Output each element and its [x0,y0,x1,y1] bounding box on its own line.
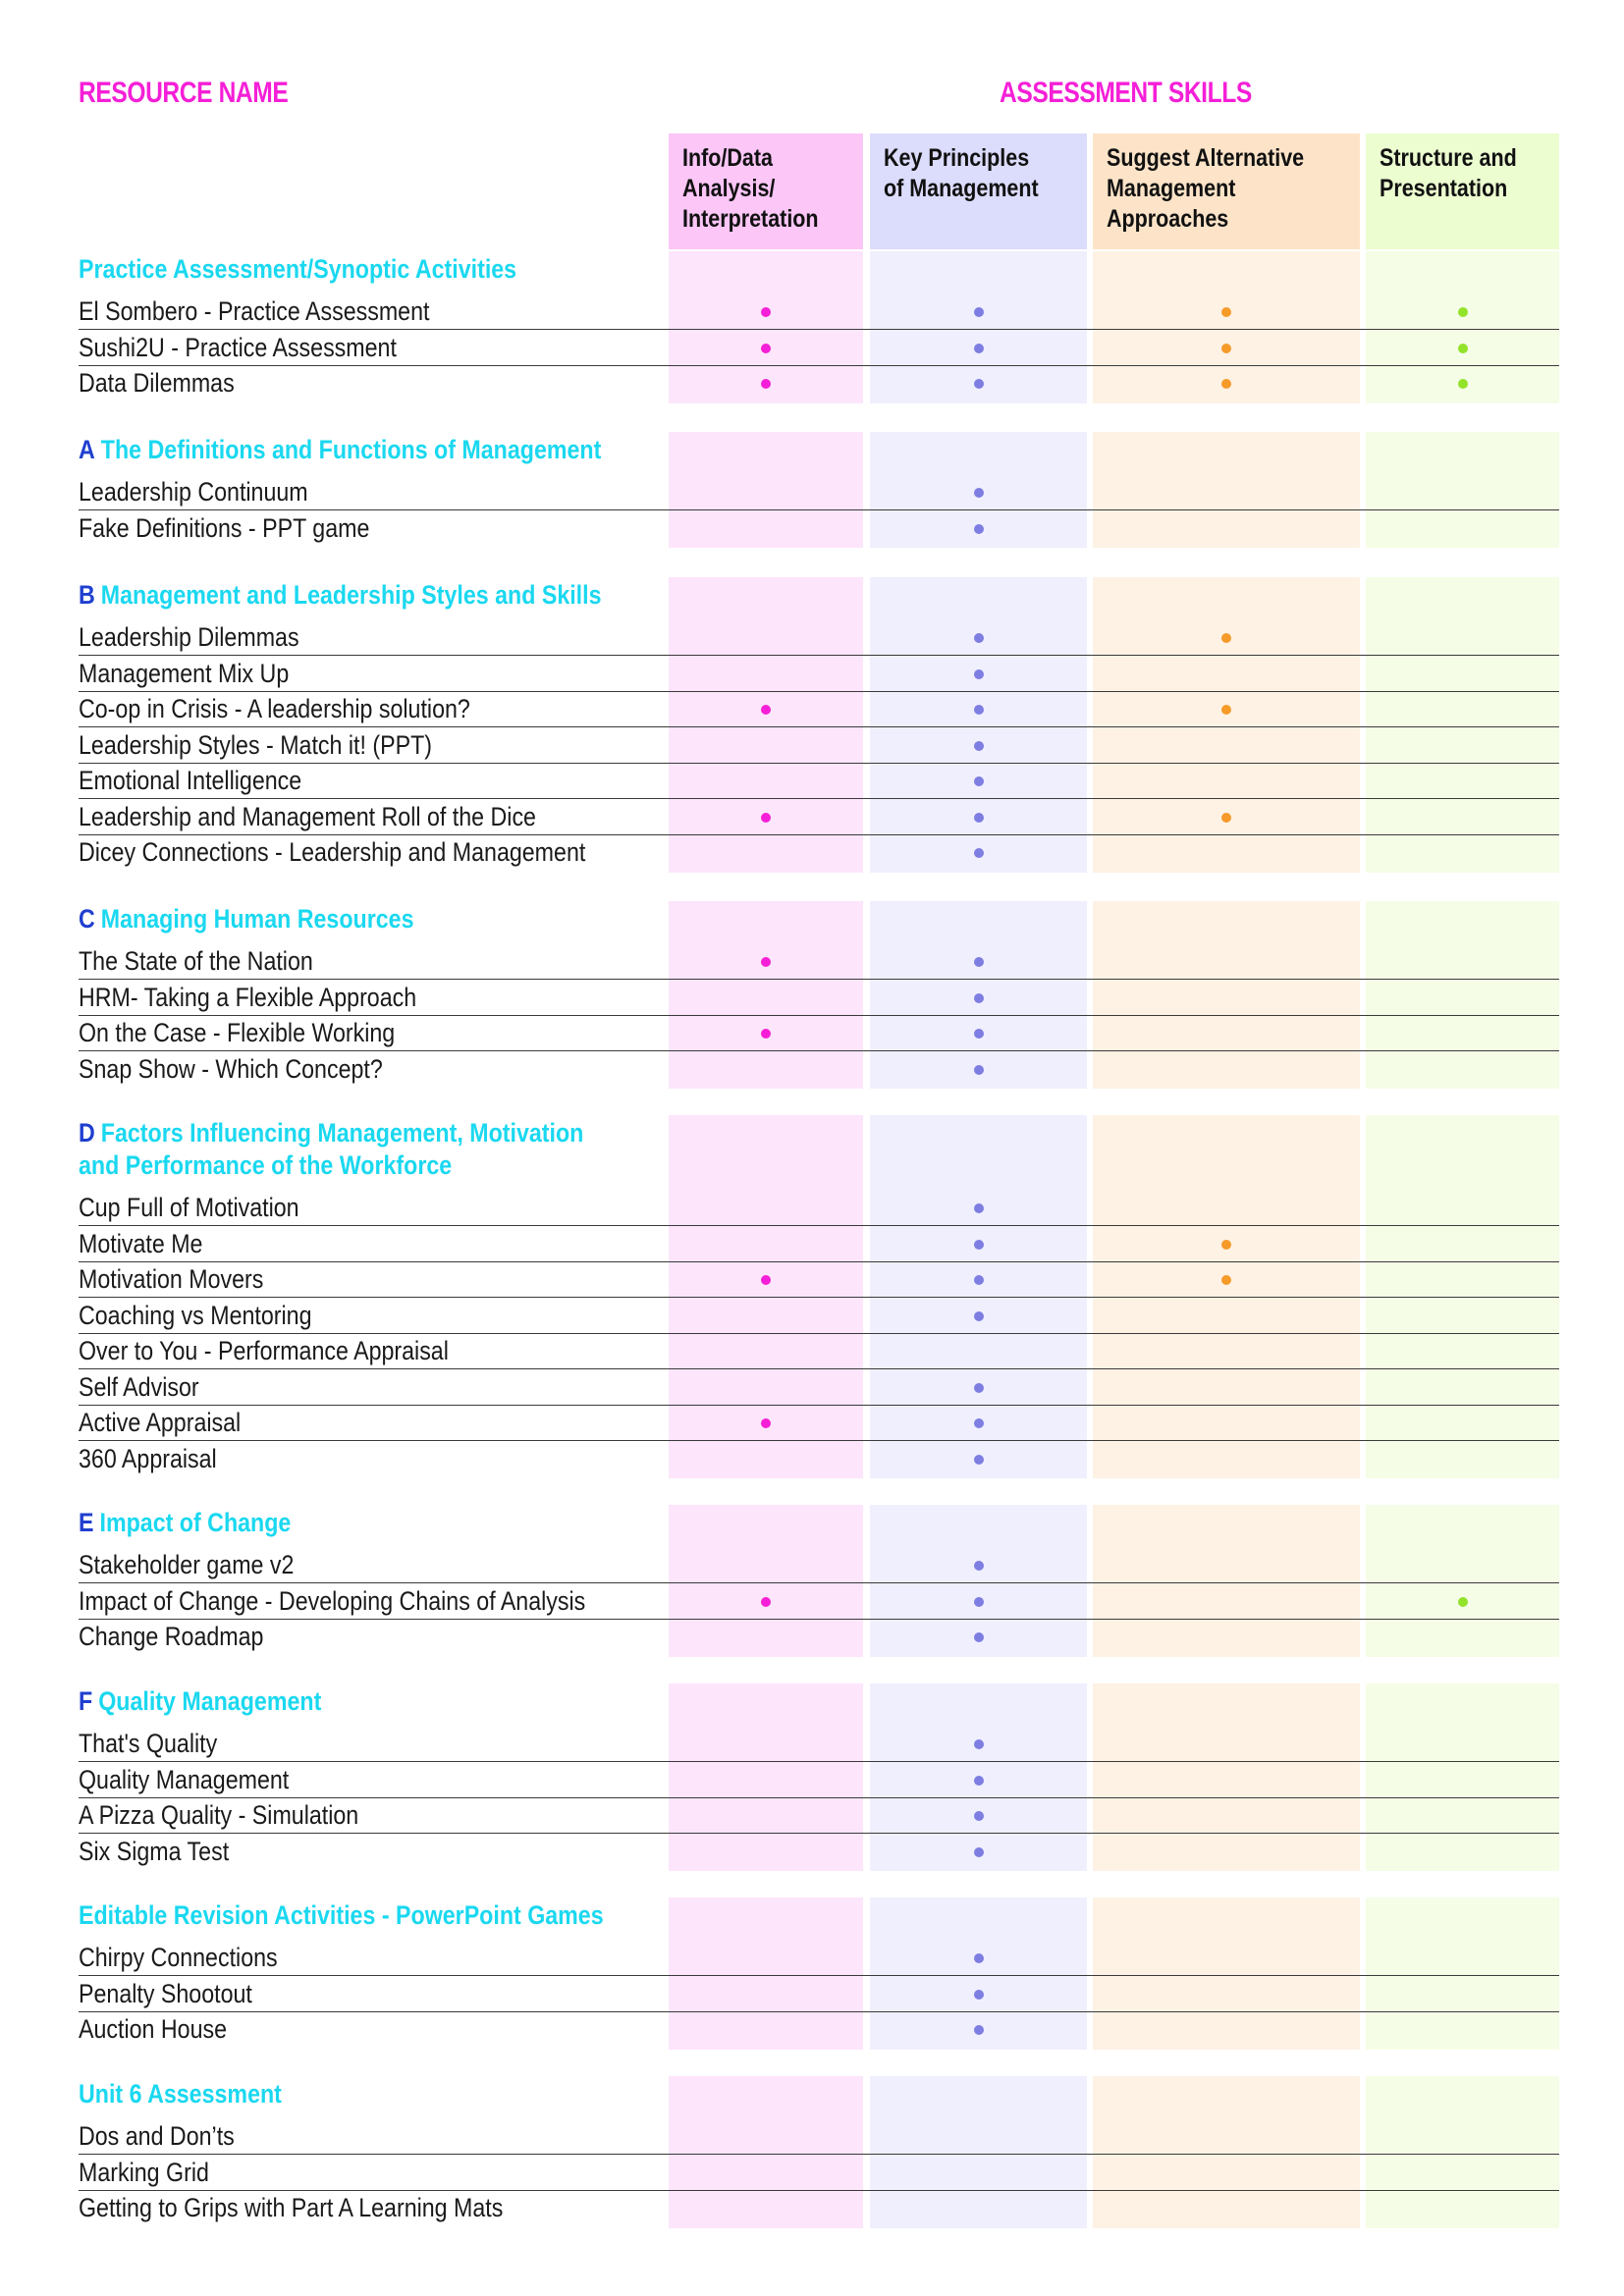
resource-name: Management Mix Up [79,658,290,688]
resource-row [79,1298,1559,1334]
skill-dot [974,307,984,317]
skill-dot [1221,633,1231,643]
resource-name: Dicey Connections - Leadership and Management [79,837,586,867]
resource-name: The State of the Nation [79,946,313,976]
assessment-skills-heading: ASSESSMENT SKILLS [1000,77,1252,109]
skill-dot [1458,1597,1468,1607]
column-header-1 [669,133,863,249]
section-title-text: Impact of Change [99,1508,292,1537]
skill-dot [974,1597,984,1607]
skill-dot [974,776,984,786]
skill-dot [1221,344,1231,353]
skill-dot [761,344,771,353]
column-header-line: Structure and [1380,144,1517,172]
skill-dot [974,1311,984,1321]
skill-dot [974,1240,984,1250]
column-header-line: Analysis/ [682,175,776,202]
resource-name: Sushi2U - Practice Assessment [79,332,397,362]
resource-row [79,1369,1559,1406]
resource-name: Leadership Styles - Match it! (PPT) [79,729,433,760]
resource-name: Leadership and Management Roll of the Dice [79,801,536,831]
skill-dot [974,669,984,679]
skill-dot [974,344,984,353]
skill-dot [974,1418,984,1428]
section-title [79,1507,291,1539]
column-header-line: Suggest Alternative [1107,144,1305,172]
resource-name: That's Quality [79,1729,218,1758]
skill-dot [761,1597,771,1607]
section-title-text: and Performance of the Workforce [79,1150,453,1180]
resource-row [79,1834,1559,1869]
skill-dot [974,2025,984,2035]
skill-dot [761,1275,771,1285]
skill-dot [974,813,984,823]
column-header-line: Management [1107,175,1236,202]
skill-dot [974,1275,984,1285]
section-title-text: Management and Leadership Styles and Skills [100,580,602,610]
column-header-line: Interpretation [682,205,819,233]
resource-row [79,763,1559,799]
skill-dot [974,1029,984,1039]
skill-dot [974,1811,984,1821]
resource-name: Six Sigma Test [79,1836,230,1866]
section-title [79,1899,604,1932]
skill-dot [974,524,984,534]
resource-row [79,2155,1559,2191]
skill-dot [974,1990,984,2000]
resource-row [79,330,1559,366]
skill-dot [974,741,984,751]
resource-name: Self Advisor [79,1371,199,1402]
resource-name: Stakeholder game v2 [79,1550,295,1579]
resource-row [79,2118,1559,2155]
resource-name: Impact of Change - Developing Chains of Analysis [79,1585,586,1616]
resource-name: Co-op in Crisis - A leadership solution? [79,694,470,723]
section-letter: A [79,435,95,464]
resource-row [79,1940,1559,1976]
resource-name: Marking Grid [79,2157,209,2187]
skill-dot [974,1776,984,1786]
skill-dot [761,379,771,389]
resource-name: Over to You - Performance Appraisal [79,1336,449,1365]
resource-row [79,474,1559,510]
section-title [79,253,516,286]
section-title-text: The Definitions and Functions of Management [100,435,602,464]
resource-name: Change Roadmap [79,1622,264,1651]
resource-row [79,365,1559,400]
resource-name: Chirpy Connections [79,1943,278,1972]
resource-name: A Pizza Quality - Simulation [79,1800,359,1830]
section-title [79,1685,321,1718]
column-header-line: Info/Data [682,144,773,172]
resource-row [79,1583,1559,1620]
resource-row [79,1226,1559,1262]
resource-name: Emotional Intelligence [79,766,302,795]
resource-name: Dos and Don’ts [79,2121,235,2151]
skill-dot [974,633,984,643]
skill-dot [761,1029,771,1039]
resource-row [79,510,1559,546]
resource-row [79,1762,1559,1798]
section-title [79,579,602,612]
skill-dot [761,813,771,823]
resource-name: Auction House [79,2014,228,2044]
section-letter: F [79,1686,93,1716]
column-header-line: Key Principles [884,144,1030,172]
column-header-2 [870,133,1087,249]
resource-name: Getting to Grips with Part A Learning Mats [79,2193,504,2222]
resource-name: Snap Show - Which Concept? [79,1053,383,1084]
section-letter: E [79,1508,94,1537]
resource-row [79,1190,1559,1226]
section-title-text: Unit 6 Assessment [79,2079,282,2109]
skill-dot [974,993,984,1003]
skill-dot [974,957,984,967]
resource-row [79,1405,1559,1441]
column-header-line: Presentation [1380,175,1508,202]
skill-dot [974,1383,984,1393]
section-title-text: Practice Assessment/Synoptic Activities [79,254,517,284]
resource-row [79,294,1559,330]
skill-dot [1221,379,1231,389]
resource-name: Coaching vs Mentoring [79,1300,312,1330]
section-title-text: Factors Influencing Management, Motivation [100,1118,584,1148]
resource-name: Fake Definitions - PPT game [79,512,370,543]
resource-row [79,1333,1559,1369]
resource-row [79,1619,1559,1654]
resource-name: El Sombero - Practice Assessment [79,296,430,326]
resource-name: Quality Management [79,1764,290,1794]
skill-dot [974,1561,984,1571]
skill-dot [1458,379,1468,389]
section-letter: B [79,580,95,610]
resource-name: On the Case - Flexible Working [79,1018,396,1047]
resource-name: Leadership Continuum [79,477,308,507]
resource-row [79,1726,1559,1762]
resource-row [79,2190,1559,2225]
section-title [79,434,601,466]
section-title-text: Editable Revision Activities - PowerPoint Games [79,1900,604,1930]
section-title [79,1117,583,1149]
column-header-line: of Management [884,175,1039,202]
skill-dot [974,1455,984,1465]
resource-name: 360 Appraisal [79,1443,217,1473]
column-header-4 [1366,133,1559,249]
skill-dot [974,1065,984,1075]
skill-dot [974,848,984,858]
resource-row [79,619,1559,656]
skill-dot [1221,813,1231,823]
skill-dot [974,1847,984,1857]
column-header-line: Approaches [1107,205,1229,233]
skill-dot [974,1739,984,1749]
resource-row [79,943,1559,980]
skill-dot [974,379,984,389]
resource-row [79,656,1559,692]
section-title [79,1149,452,1182]
resource-name: Leadership Dilemmas [79,622,299,652]
resource-row [79,799,1559,835]
skill-dot [974,1203,984,1213]
section-title [79,903,413,935]
section-letter: C [79,904,95,934]
skill-dot [761,307,771,317]
skill-dot [974,1632,984,1642]
skill-dot [974,488,984,498]
skill-dot [1221,1275,1231,1285]
column-header-3 [1093,133,1360,249]
resource-row [79,1261,1559,1298]
skill-dot [974,1953,984,1963]
resource-row [79,2011,1559,2047]
skill-dot [761,1418,771,1428]
resource-row [79,1547,1559,1583]
resource-row [79,691,1559,727]
resource-name: Data Dilemmas [79,368,235,398]
skill-dot [1458,344,1468,353]
resource-name: Active Appraisal [79,1408,242,1437]
skill-dot [1221,1240,1231,1250]
resource-name: Cup Full of Motivation [79,1193,299,1222]
resource-row [79,1441,1559,1476]
skill-dot [761,957,771,967]
skill-dot [1221,307,1231,317]
resource-name: Motivation Movers [79,1264,264,1294]
resource-row [79,1797,1559,1834]
resource-row [79,1976,1559,2012]
section-title-text: Quality Management [98,1686,322,1716]
section-title-text: Managing Human Resources [100,904,414,934]
section-title [79,2078,282,2110]
resource-name-heading: RESOURCE NAME [79,77,289,109]
resource-name: Motivate Me [79,1228,203,1258]
resource-row [79,834,1559,870]
resource-row [79,1015,1559,1051]
resource-row [79,1051,1559,1087]
resource-row [79,980,1559,1016]
skill-dot [1221,705,1231,715]
skill-dot [974,705,984,715]
resource-name: HRM- Taking a Flexible Approach [79,982,417,1012]
section-letter: D [79,1118,95,1148]
resource-row [79,727,1559,764]
skill-dot [1458,307,1468,317]
skill-dot [761,705,771,715]
resource-name: Penalty Shootout [79,1978,252,2008]
